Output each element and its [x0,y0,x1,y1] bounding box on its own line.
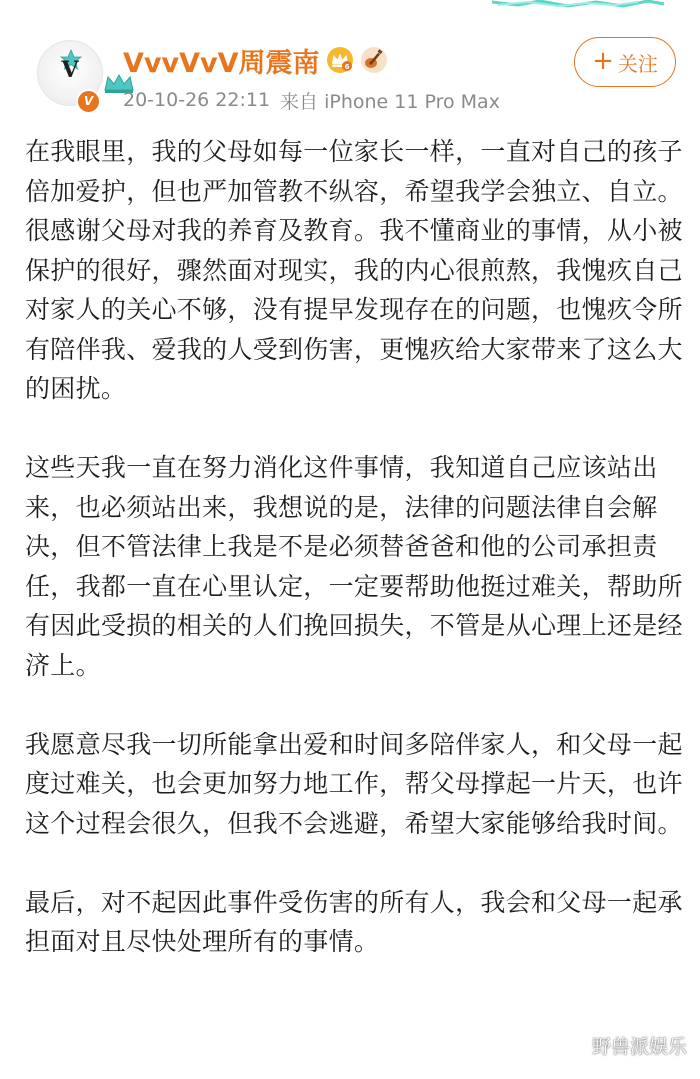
follow-button[interactable] [574,37,676,87]
username[interactable]: VvvVvV周震南 [123,47,320,79]
verified-badge-icon: V [76,89,101,114]
watermark [560,1030,687,1060]
post-header [0,0,700,120]
post-source[interactable]: 来自 iPhone 11 Pro Max [280,90,500,113]
crown-badge-icon[interactable] [326,46,354,74]
wechat-icon [560,1034,586,1056]
guitar-badge-icon[interactable] [360,46,388,74]
avatar-letter: V [61,57,79,83]
svg-text:6: 6 [344,63,349,71]
post-paragraph: 最后，对不起因此事件受伤害的所有人，我会和父母一起承担面对且尽快处理所有的事情。 [25,887,683,956]
post-meta [123,86,500,114]
watermark-text: 野兽派娱乐 [592,1035,688,1058]
post-paragraph: 这些天我一直在努力消化这件事情，我知道自己应该站出来，也必须站出来，我想说的是，法律的问题法律自会解决，但不管法律上我是不是必须替爸爸和他的公司承担责任，我都一直在心里认定，一定要帮助他挺过难关，帮助所有因此受损的相关的人们挽回损失，不管是从心理上还是经济上。 [25,453,683,680]
post-body [25,132,685,962]
post-paragraph: 我愿意尽我一切所能拿出爱和时间多陪伴家人，和父母一起度过难关，也会更加努力地工作，帮父母撑起一片天，也许这个过程会很久，但我不会逃避，希望大家能够给我时间。 [25,729,683,838]
follow-label: 关注 [617,51,658,76]
username-row [123,40,388,80]
plus-icon: + [592,45,614,76]
post-timestamp: 20-10-26 22:11 [123,89,271,111]
post-paragraph: 在我眼里，我的父母如每一位家长一样，一直对自己的孩子倍加爱护，但也严加管教不纵容，希望我学会独立、自立。很感谢父母对我的养育及教育。我不懂商业的事情，从小被保护的很好，骤然面对现实，我的内心很煎熬，我愧疚自己对家人的关心不够，没有提早发现存在的问题，也愧疚令所有陪伴我、爱我的人受到伤害，更愧疚给大家带来了这么大的困扰。 [25,137,683,403]
